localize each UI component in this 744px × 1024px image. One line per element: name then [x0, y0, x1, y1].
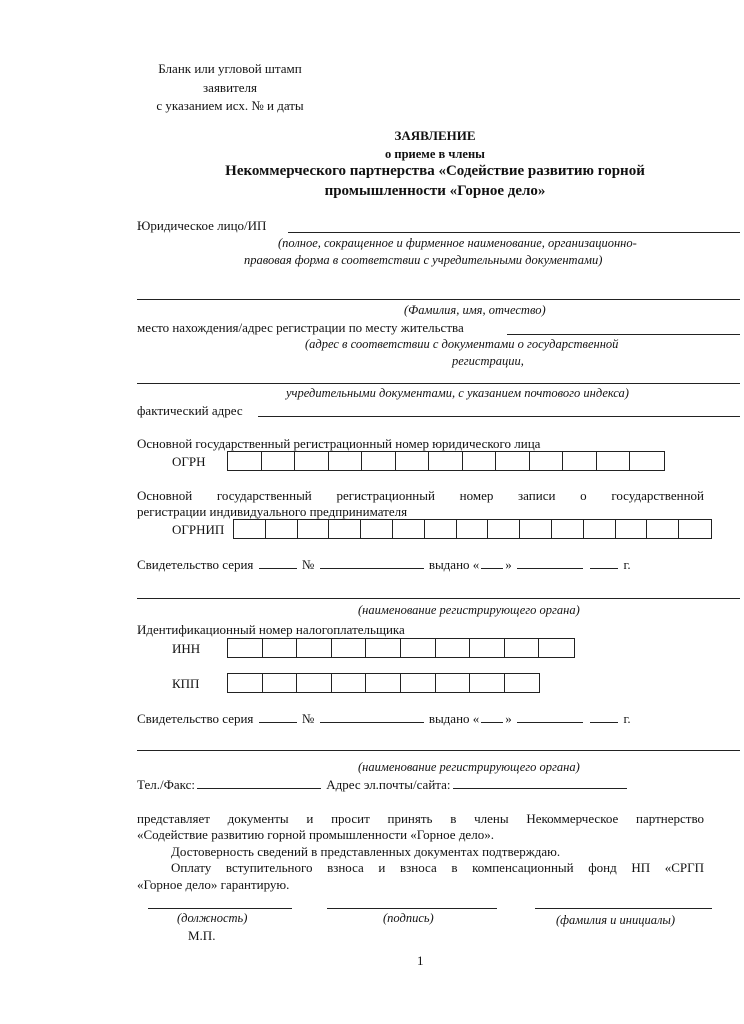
body-paragraph-1-line-2: «Содействие развитию горной промышленности «Горное дело». [137, 827, 494, 842]
inn-label: ИНН [172, 641, 201, 656]
cert2-no-label: № [301, 711, 315, 726]
cert-issued-label: выдано « [428, 557, 480, 572]
address-hint-1: (адрес в соответствии с документами о государственной [305, 337, 619, 351]
cert2-month-input[interactable] [517, 710, 583, 723]
actual-address-input-line[interactable] [258, 416, 740, 417]
stamp-line-3: с указанием исх. № и даты [156, 98, 304, 113]
cert2-series-label: Свидетельство серия [137, 711, 254, 726]
cert-day-input[interactable] [481, 556, 503, 569]
body-paragraph-1-line-1 [137, 811, 704, 827]
signature-input-line[interactable] [327, 908, 497, 909]
cert-number-input[interactable] [320, 556, 424, 569]
kpp-digit-grid[interactable] [227, 673, 540, 693]
document-subtitle: о приеме в члены [385, 147, 485, 161]
org-name-line-1: Некоммерческого партнерства «Содействие развитию горной [225, 163, 645, 179]
cert-year-input[interactable] [590, 556, 618, 569]
address-input-line-2[interactable] [137, 383, 740, 384]
registrar-input-line-2[interactable] [137, 750, 740, 751]
body-paragraph-2: Достоверность сведений в представленных документах подтверждаю. [171, 844, 561, 859]
page-number: 1 [417, 953, 424, 968]
legal-entity-label: Юридическое лицо/ИП [137, 218, 267, 233]
email-label: Адрес эл.почты/сайта: [326, 777, 451, 792]
inn-digit-grid[interactable] [227, 638, 575, 658]
body-paragraph-3-line-1 [171, 860, 704, 876]
kpp-label: КПП [172, 676, 200, 691]
document-title: ЗАЯВЛЕНИЕ [394, 128, 476, 143]
phone-label: Тел./Факс: [137, 777, 195, 792]
ogrn-label: ОГРН [172, 454, 206, 469]
ogrn-caption: Основной государственный регистрационный номер юридического лица [137, 436, 541, 451]
ogrnip-caption-2: регистрации индивидуального предпринимателя [137, 504, 408, 519]
address-input-line[interactable] [507, 334, 740, 335]
cert-month-input[interactable] [517, 556, 583, 569]
phone-input[interactable] [197, 776, 321, 789]
signature-hint: (подпись) [383, 911, 434, 925]
ogrnip-caption-1-text: Основной государственный регистрационный номер записи о государственной [137, 488, 704, 503]
cert2-series-input[interactable] [259, 710, 297, 723]
email-input[interactable] [453, 776, 627, 789]
certificate-row-2 [137, 710, 631, 727]
actual-address-label: фактический адрес [137, 403, 243, 418]
ogrn-digit-grid[interactable] [227, 451, 665, 471]
inn-caption: Идентификационный номер налогоплательщика [137, 622, 405, 637]
cert2-year-label: г. [623, 711, 631, 726]
cert-series-label: Свидетельство серия [137, 557, 254, 572]
fio-input-line[interactable] [137, 299, 740, 300]
certificate-row-1 [137, 556, 631, 573]
cert2-day-input[interactable] [481, 710, 503, 723]
ogrnip-label: ОГРНИП [172, 522, 225, 537]
stamp-line-2: заявителя [203, 80, 257, 95]
registrar-hint-2: (наименование регистрирующего органа) [358, 760, 580, 774]
name-hint: (фамилия и инициалы) [556, 913, 676, 927]
cert-series-input[interactable] [259, 556, 297, 569]
address-hint-2: регистрации, [452, 354, 524, 368]
contact-row [137, 776, 629, 793]
cert2-number-input[interactable] [320, 710, 424, 723]
address-hint-3: учредительными документами, с указанием почтового индекса) [286, 386, 629, 400]
ogrnip-caption-1 [137, 488, 704, 504]
legal-entity-hint-1: (полное, сокращенное и фирменное наименование, организационно- [278, 236, 637, 250]
cert-year-label: г. [623, 557, 631, 572]
position-hint: (должность) [177, 911, 248, 925]
position-input-line[interactable] [148, 908, 292, 909]
cert-quote-close: » [505, 557, 512, 572]
seal-placeholder: М.П. [188, 928, 216, 943]
body-p1-line1-text: представляет документы и просит принять в члены Некоммерческое партнерство [137, 811, 704, 826]
cert2-year-input[interactable] [590, 710, 618, 723]
address-label: место нахождения/адрес регистрации по месту жительства [137, 320, 464, 335]
fio-hint: (Фамилия, имя, отчество) [404, 303, 546, 317]
cert2-quote-close: » [505, 711, 512, 726]
body-p3-line1-text: Оплату вступительного взноса и взноса в компенсационный фонд НП «СРГП [171, 860, 704, 875]
ogrnip-digit-grid[interactable] [233, 519, 712, 539]
body-paragraph-3-line-2: «Горное дело» гарантирую. [137, 877, 290, 892]
stamp-line-1: Бланк или угловой штамп [158, 61, 302, 76]
legal-entity-hint-2: правовая форма в соответствии с учредительными документами) [244, 253, 603, 267]
name-input-line[interactable] [535, 908, 712, 909]
cert-no-label: № [301, 557, 315, 572]
cert2-issued-label: выдано « [428, 711, 480, 726]
registrar-input-line-1[interactable] [137, 598, 740, 599]
org-name-line-2: промышленности «Горное дело» [324, 183, 546, 199]
registrar-hint-1: (наименование регистрирующего органа) [358, 603, 580, 617]
legal-entity-input-line[interactable] [288, 232, 740, 233]
